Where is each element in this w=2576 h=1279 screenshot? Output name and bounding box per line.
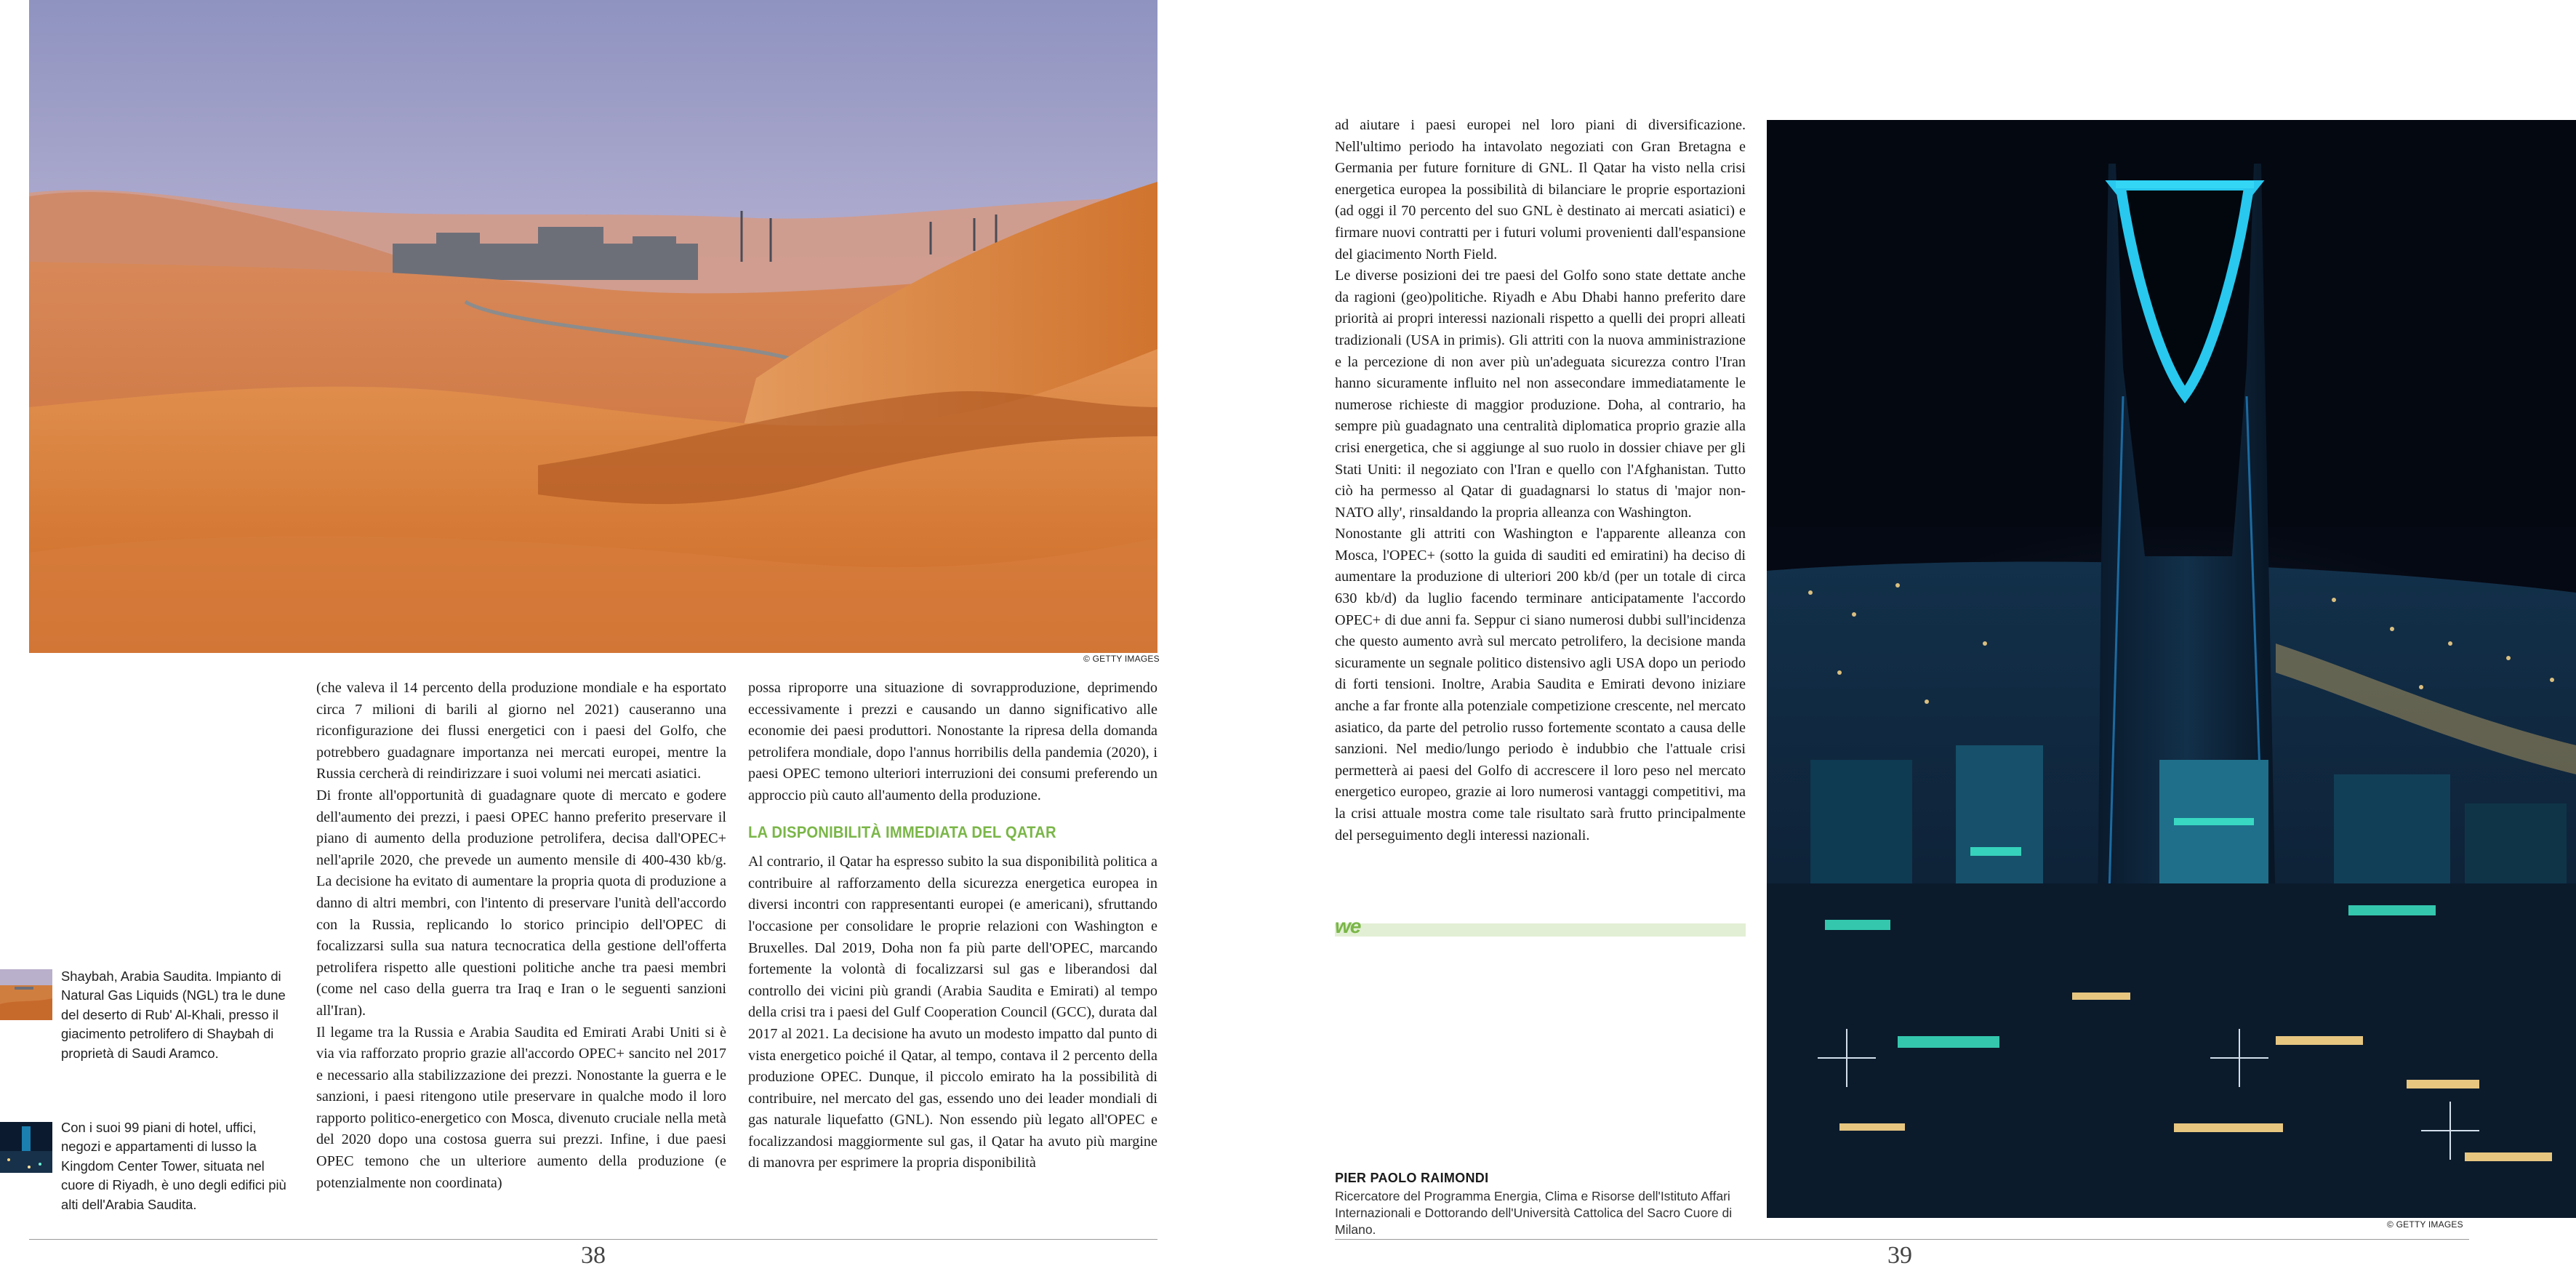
end-mark-bar [1335,923,1746,937]
caption-thumbnail-tower [0,1122,52,1173]
we-logo: we [1335,915,1361,937]
paragraph: Di fronte all'opportunità di guadagnare quote di mercato e godere dell'aumento dei prezzi, i paesi OPEC hanno preferito preservare il piano di aumento della produzione petrolifera, decisa dall'OPEC+ nell'aprile 2020, che prevede un aumento mensile di 400-430 kb/g. La decisione ha evitato di aumentare la propria quota di produzione a danno di altri membri, con l'intento di preservare l'unità dell'accordo con la Russia, replicando lo storico principio dell'OPEC di focalizzarsi sulla sua natura tecnocratica della gestione dell'offerta petrolifera rispetto alle questioni politiche anche tra paesi membri (come nel caso della guerra tra Iraq e Iran o le seguenti sanzioni all'Iran). [316,787,726,1019]
paragraph: possa riproporre una situazione di sovrapproduzione, deprimendo eccessivamente i prezzi e causando un danno significativo alle economie dei paesi produttori. Nonostante la ripresa della domanda petrolifera mondiale, dopo l'annus horribilis della pandemia (2020), i paesi OPEC temono ulteriori interruzioni dei consumi preferendo un approccio più cauto all'aumento della produzione. [748,680,1157,803]
desert-photo-credit: © GETTY IMAGES [1083,654,1160,664]
caption-tower: Con i suoi 99 piani di hotel, uffici, negozi e appartamenti di lusso la Kingdom Center Tower, situata nel cuore di Riyadh, è uno degli edifici più alti dell'Arabia Saudita. [61,1120,286,1212]
paragraph: Al contrario, il Qatar ha espresso subito la sua disponibilità politica a contribuire al rafforzamento della sicurezza energetica europea in diversi incontri con rappresentanti europei (e americani), sfruttando l'occasione per consolidare le proprie relazioni con Washington e Bruxelles. Dal 2019, Doha non fa più parte dell'OPEC, marcando fortemente la volontà di focalizzarsi sul gas e liberandosi dal controllo dei vicini più grandi (Arabia Saudita e Emirati) al tempo della crisi tra i paesi del Gulf Cooperation Council (GCC), durata dal 2017 al 2021. La decisione ha avuto un modesto impatto dal punto di vista energetico poiché il Qatar, al tempo, contava il 2 percento della produzione OPEC. Dunque, il piccolo emirato ha la possibilità di contribuire, nel mercato del gas, essendo uno dei leader mondiali di gas naturale liquefatto (GNL). Non essendo più legato all'OPEC e focalizzandosi maggiormente sul gas, il Qatar ha avuto più margine di manovra per esprimere la propria disponibilità [748,854,1157,1171]
right-page-column [1335,115,1746,846]
paragraph: (che valeva il 14 percento della produzione mondiale e ha esportato circa 7 milioni di barili al giorno nel 2021) causeranno una riconfigurazione dei flussi energetici con i paesi del Golfo, che potrebbero guadagnare importanza nei mercati europei, mentre la Russia cercherà di reindirizzare i suoi volumi nei mercati asiatici. [316,680,726,782]
left-page-column-1 [316,678,726,1194]
paragraph: Nonostante gli attriti con Washington e l'apparente alleanza con Mosca, l'OPEC+ (sotto la guida di sauditi ed emiratini) ha deciso di aumentare la produzione di ulteriori 200 kb/d (per un totale di circa 630 kb/d) da luglio facendo terminare anticipatamente l'accordo OPEC+ di due anni fa. Seppur ci siano numerosi dubbi sull'incidenza che questo aumento avrà sul mercato petrolifero, la decisione manda sicuramente un segnale politico distensivo agli USA dopo un periodo di forti tensioni. Inoltre, Arabia Saudita e Emirati devono iniziare anche a far fronte alla potenziale competizione crescente, nel mercato asiatico, da parte del petrolio russo fortemente scontato a causa delle sanzioni. Nel medio/lungo periodo è indubbio che l'attuale crisi permetterà ai paesi del Golfo di accrescere il loro peso nel mercato energetico europeo, grazie ai loro numerosi vantaggi competitivi, ma la crisi attuale mostra come tale risultato sarà frutto principalmente del perseguimento degli interessi nazionali. [1335,526,1746,843]
paragraph: Il legame tra la Russia e Arabia Saudita ed Emirati Arabi Uniti si è via via rafforzato proprio grazie all'accordo OPEC+ sancito nel 2017 e necessario alla stabilizzazione dei prezzi. Nonostante la guerra e le sanzioni, i paesi ritengono utile preservare in qualche modo il loro rapporto politico-energetico con Mosca, divenuto cruciale nella metà del 2020 dopo una costosa guerra sui prezzi. Infine, i due paesi OPEC temono che un ulteriore aumento della produzione (e potenzialmente non coordinata) [316,1024,726,1191]
paragraph: ad aiutare i paesi europei nel loro piani di diversificazione. Nell'ultimo periodo ha intavolato negoziati con Gran Bretagna e Germania per future forniture di GNL. Il Qatar ha visto nella crisi energetica europea la possibilità di bilanciare le proprie esportazioni (ad oggi il 70 percento del suo GNL è destinato ai mercati asiatici) e firmare nuovi contratti per i futuri volumi provenienti dall'espansione del giacimento North Field. [1335,117,1746,262]
paragraph: Le diverse posizioni dei tre paesi del Golfo sono state dettate anche da ragioni (geo)politiche. Riyadh e Abu Dhabi hanno preferito dare priorità ai propri interessi nazionali rispetto a quelli dei propri alleati tradizionali (USA in primis). Gli attriti con la nuova amministrazione e la percezione di non aver più un'adeguata sicurezza contro l'Iran hanno sicuramente influito nel non assecondare immediatamente le numerose richieste di maggior produzione. Doha, al contrario, ha sempre più guadagnato una centralità diplomatica proprio grazie alla crisi energetica, che si aggiunge al suo ruolo in dossier chiave per gli Stati Uniti: il negoziato con l'Iran e quello con l'Afghanistan. Tutto ciò ha permesso al Qatar di guadagnarsi lo status di 'major non-NATO ally', rinsaldando la propria alleanza con Washington. [1335,268,1746,521]
desert-plant-photo [29,0,1157,653]
page-rule [1335,1239,2469,1240]
caption-desert: Shaybah, Arabia Saudita. Impianto di Natural Gas Liquids (NGL) tra le dune del deserto di Rub' Al-Khali, presso il giacimento petrolifero di Shaybah di proprietà di Saudi Aramco. [61,969,286,1061]
page-number: 38 [581,1242,606,1269]
section-heading: LA DISPONIBILITÀ IMMEDIATA DEL QATAR [748,822,1056,841]
caption-thumbnail-desert [0,969,52,1020]
author-bio: Ricercatore del Programma Energia, Clima e Risorse dell'Istituto Affari Internazionali e Dottorando dell'Università Cattolica del Sacro Cuore di Milano. [1335,1189,1733,1237]
tower-photo-credit: © GETTY IMAGES [2387,1219,2463,1230]
kingdom-centre-tower-photo [1767,120,2576,1218]
left-page-column-2 [748,678,1157,1174]
author-name: PIER PAOLO RAIMONDI [1335,1171,1489,1185]
page-rule [29,1239,1157,1240]
page-number: 39 [1887,1242,1912,1269]
